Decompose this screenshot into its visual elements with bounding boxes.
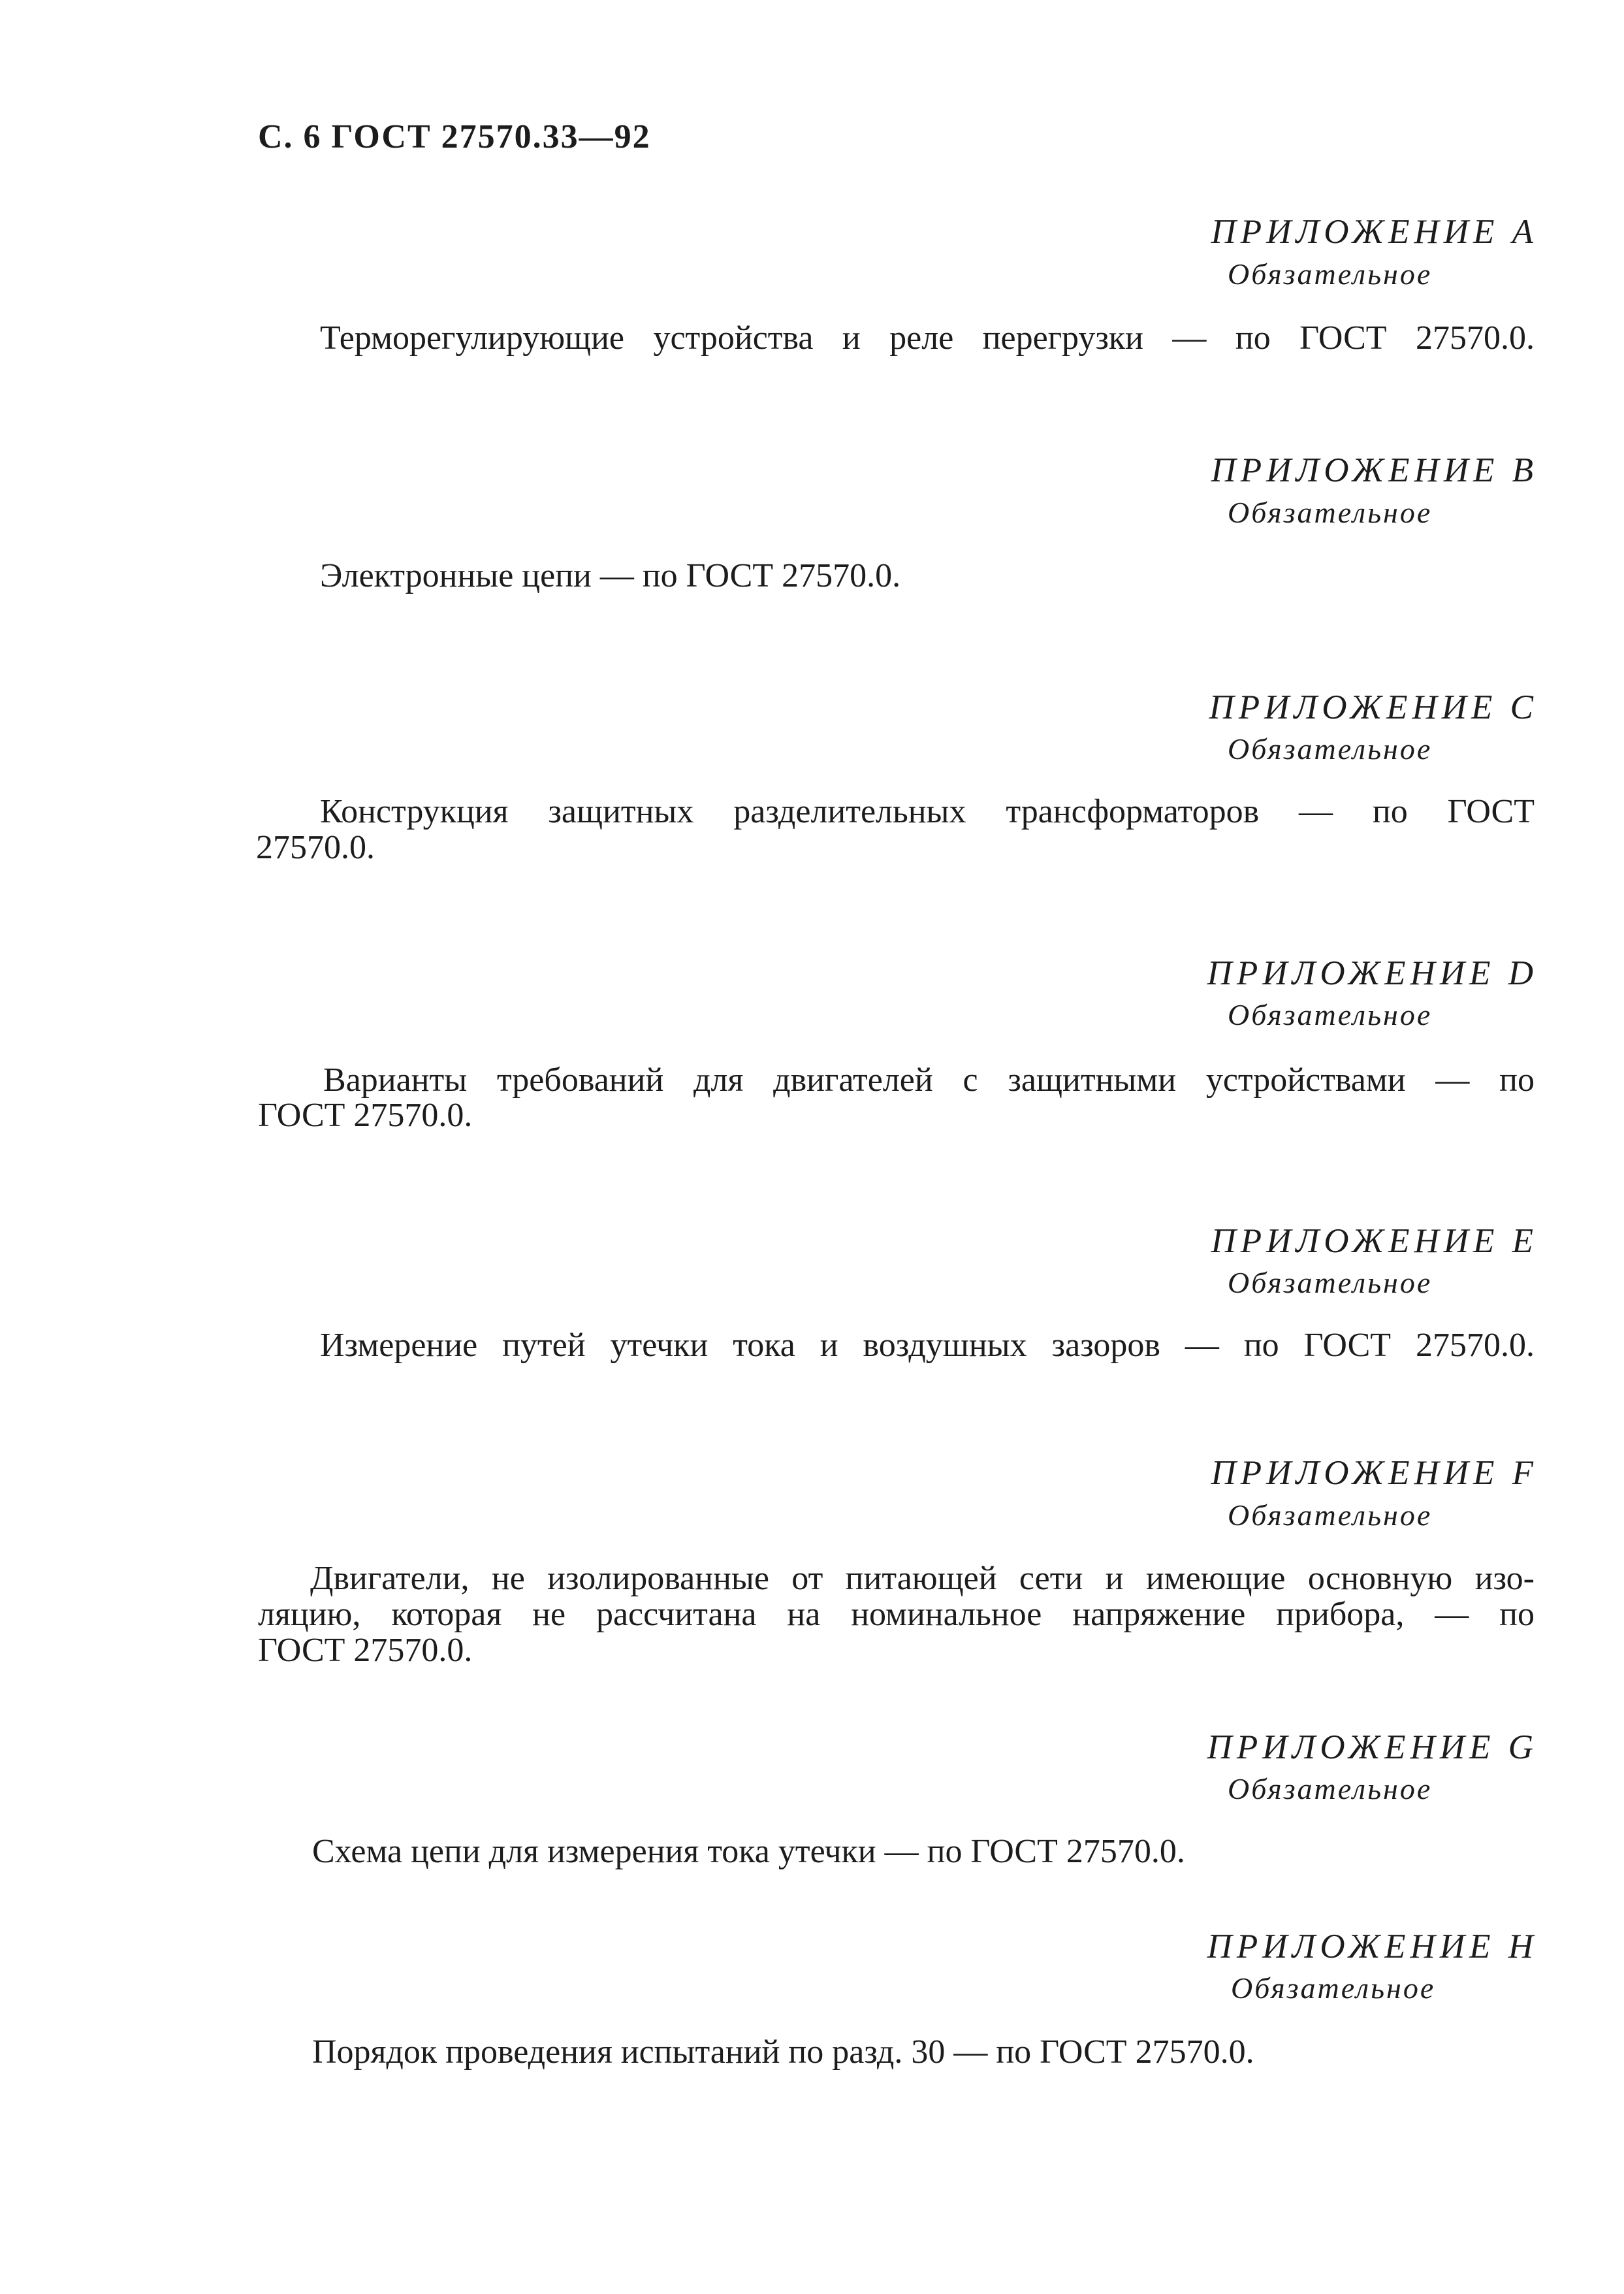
appendix-status: Обязательное bbox=[1228, 496, 1433, 529]
appendix-text-line: Двигатели, не изолированные от питающей сети и имеющие основную изо- bbox=[310, 1560, 1535, 1597]
appendix-title: ПРИЛОЖЕНИЕ A bbox=[1211, 213, 1538, 251]
appendix-title: ПРИЛОЖЕНИЕ G bbox=[1207, 1728, 1538, 1766]
appendix-status: Обязательное bbox=[1228, 1772, 1433, 1805]
appendix-text-line: Порядок проведения испытаний по разд. 30 — по ГОСТ 27570.0. bbox=[312, 2033, 1254, 2071]
appendix-title: ПРИЛОЖЕНИЕ H bbox=[1207, 1928, 1538, 1965]
appendix-status: Обязательное bbox=[1228, 998, 1433, 1031]
appendix-text-line: Варианты требований для двигателей с защитными устройствами — по bbox=[323, 1061, 1535, 1099]
appendix-text-line: ГОСТ 27570.0. bbox=[258, 1632, 473, 1669]
appendix-text-line: Схема цепи для измерения тока утечки — по ГОСТ 27570.0. bbox=[312, 1833, 1185, 1870]
appendix-text-line: Измерение путей утечки тока и воздушных зазоров — по ГОСТ 27570.0. bbox=[320, 1327, 1535, 1364]
appendix-title: ПРИЛОЖЕНИЕ B bbox=[1211, 451, 1538, 489]
appendix-status: Обязательное bbox=[1228, 1498, 1433, 1532]
appendix-title: ПРИЛОЖЕНИЕ F bbox=[1211, 1454, 1538, 1492]
appendix-status: Обязательное bbox=[1228, 257, 1433, 291]
appendix-text-line: Терморегулирующие устройства и реле перегрузки — по ГОСТ 27570.0. bbox=[320, 319, 1535, 357]
running-head: С. 6 ГОСТ 27570.33—92 bbox=[258, 118, 651, 155]
appendix-text-line: ляцию, которая не рассчитана на номинальное напряжение прибора, — по bbox=[258, 1596, 1535, 1633]
appendix-text-line: Конструкция защитных разделительных трансформаторов — по ГОСТ bbox=[320, 793, 1535, 830]
appendix-text-line: 27570.0. bbox=[256, 829, 375, 866]
appendix-status: Обязательное bbox=[1228, 1266, 1433, 1299]
appendix-title: ПРИЛОЖЕНИЕ D bbox=[1207, 954, 1538, 992]
appendix-status: Обязательное bbox=[1231, 1971, 1436, 2005]
appendix-text-line: Электронные цепи — по ГОСТ 27570.0. bbox=[320, 557, 901, 594]
appendix-title: ПРИЛОЖЕНИЕ C bbox=[1209, 688, 1538, 726]
appendix-status: Обязательное bbox=[1228, 732, 1433, 766]
appendix-text-line: ГОСТ 27570.0. bbox=[258, 1097, 473, 1134]
appendix-title: ПРИЛОЖЕНИЕ E bbox=[1211, 1222, 1538, 1260]
